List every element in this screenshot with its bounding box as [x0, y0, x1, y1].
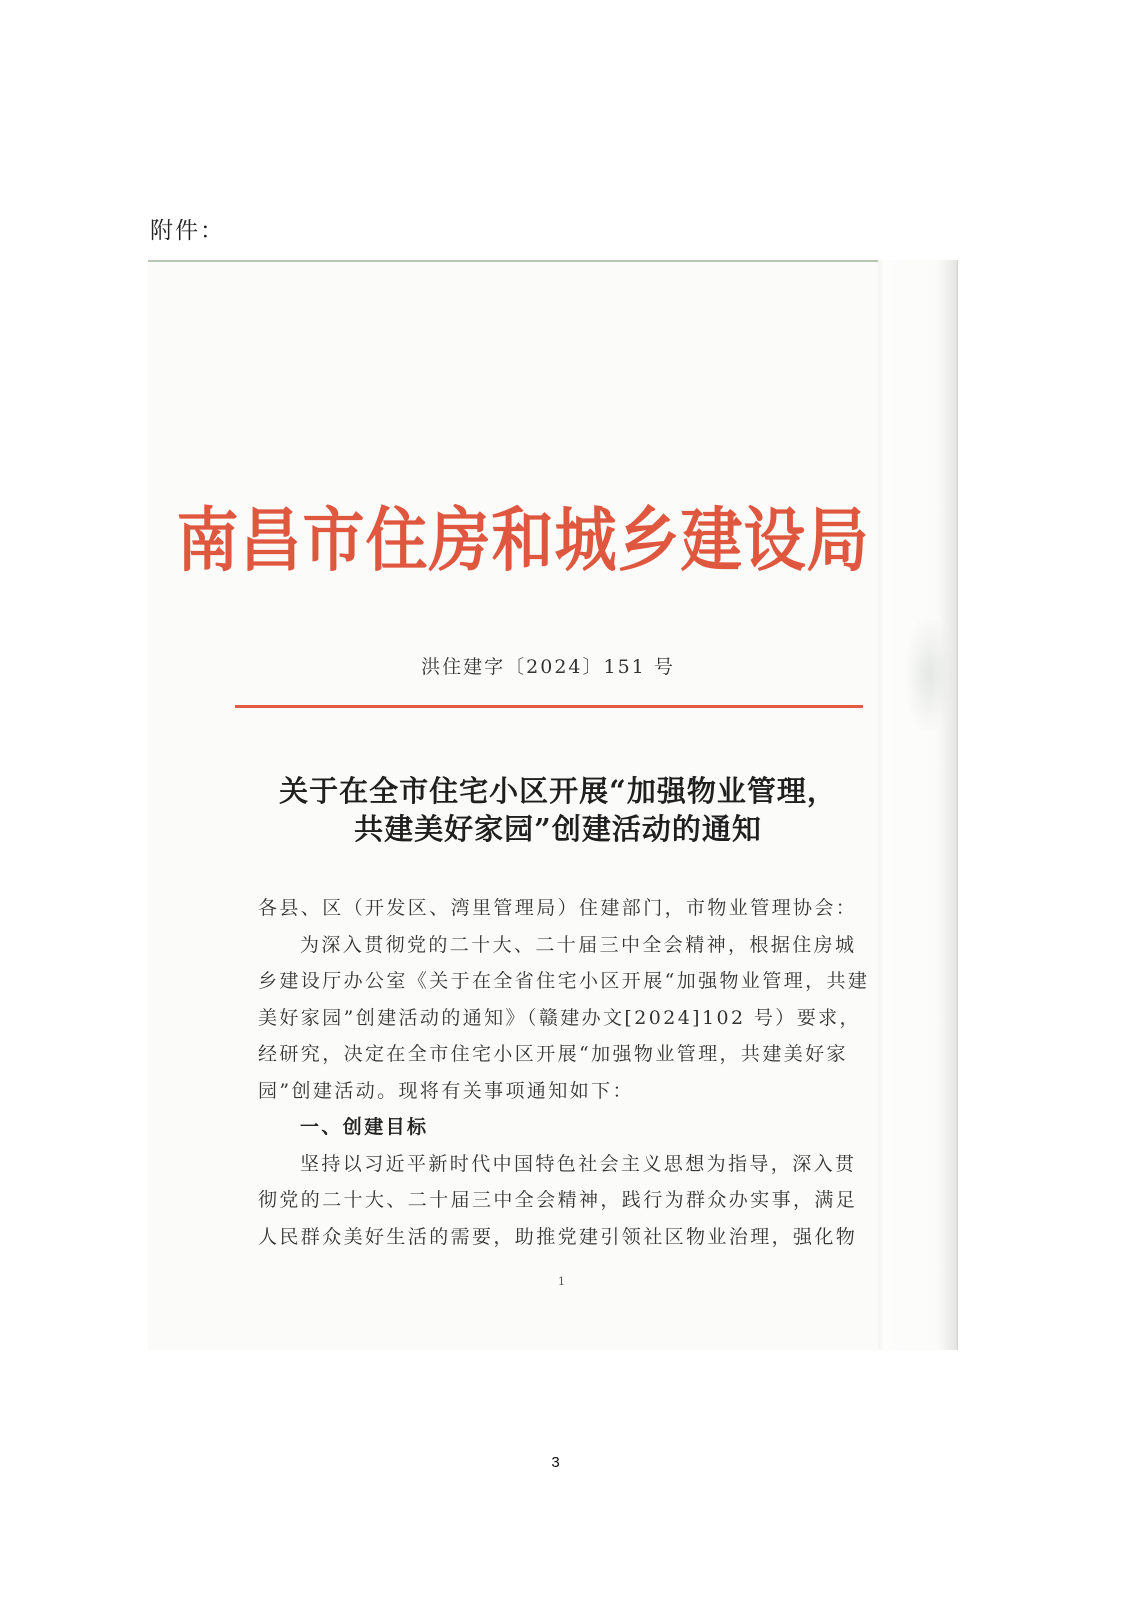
scanned-paper	[148, 260, 878, 1350]
issuer-letterhead: 南昌市住房和城乡建设局	[176, 499, 870, 581]
scan-smudge	[906, 620, 954, 730]
document-title-line: 共建美好家园”创建活动的通知	[354, 812, 762, 846]
letterhead-red-rule	[235, 705, 863, 708]
page-number: 3	[551, 1454, 560, 1471]
document-title-line: 关于在全市住宅小区开展“加强物业管理，	[279, 774, 837, 808]
scanned-document-image	[148, 260, 958, 1350]
document-body	[258, 890, 873, 1255]
document-number: 洪住建字〔2024〕151 号	[421, 656, 675, 678]
salutation: 各县、区（开发区、湾里管理局）住建部门，市物业管理协会：	[258, 897, 858, 919]
scan-page-number: 1	[558, 1275, 565, 1288]
body-paragraph: 为深入贯彻党的二十大、二十届三中全会精神，根据住房城乡建设厅办公室《关于在全省住宅小区开展“加强物业管理，共建美好家园”创建活动的通知》（赣建办文[2024]102 号）要求，经研究，决定在全市住宅小区开展“加强物业管理，共建美好家园”创建活动。现将有关事项通知如下：	[258, 933, 870, 1102]
scan-edge-strip	[878, 260, 958, 1350]
document-title	[238, 772, 878, 848]
section-heading: 一、创建目标	[300, 1116, 429, 1138]
body-paragraph: 坚持以习近平新时代中国特色社会主义思想为指导，深入贯彻党的二十大、二十届三中全会精神，践行为群众办实事，满足人民群众美好生活的需要，助推党建引领社区物业治理，强化物	[258, 1152, 858, 1248]
attachment-label: 附件：	[150, 218, 225, 244]
